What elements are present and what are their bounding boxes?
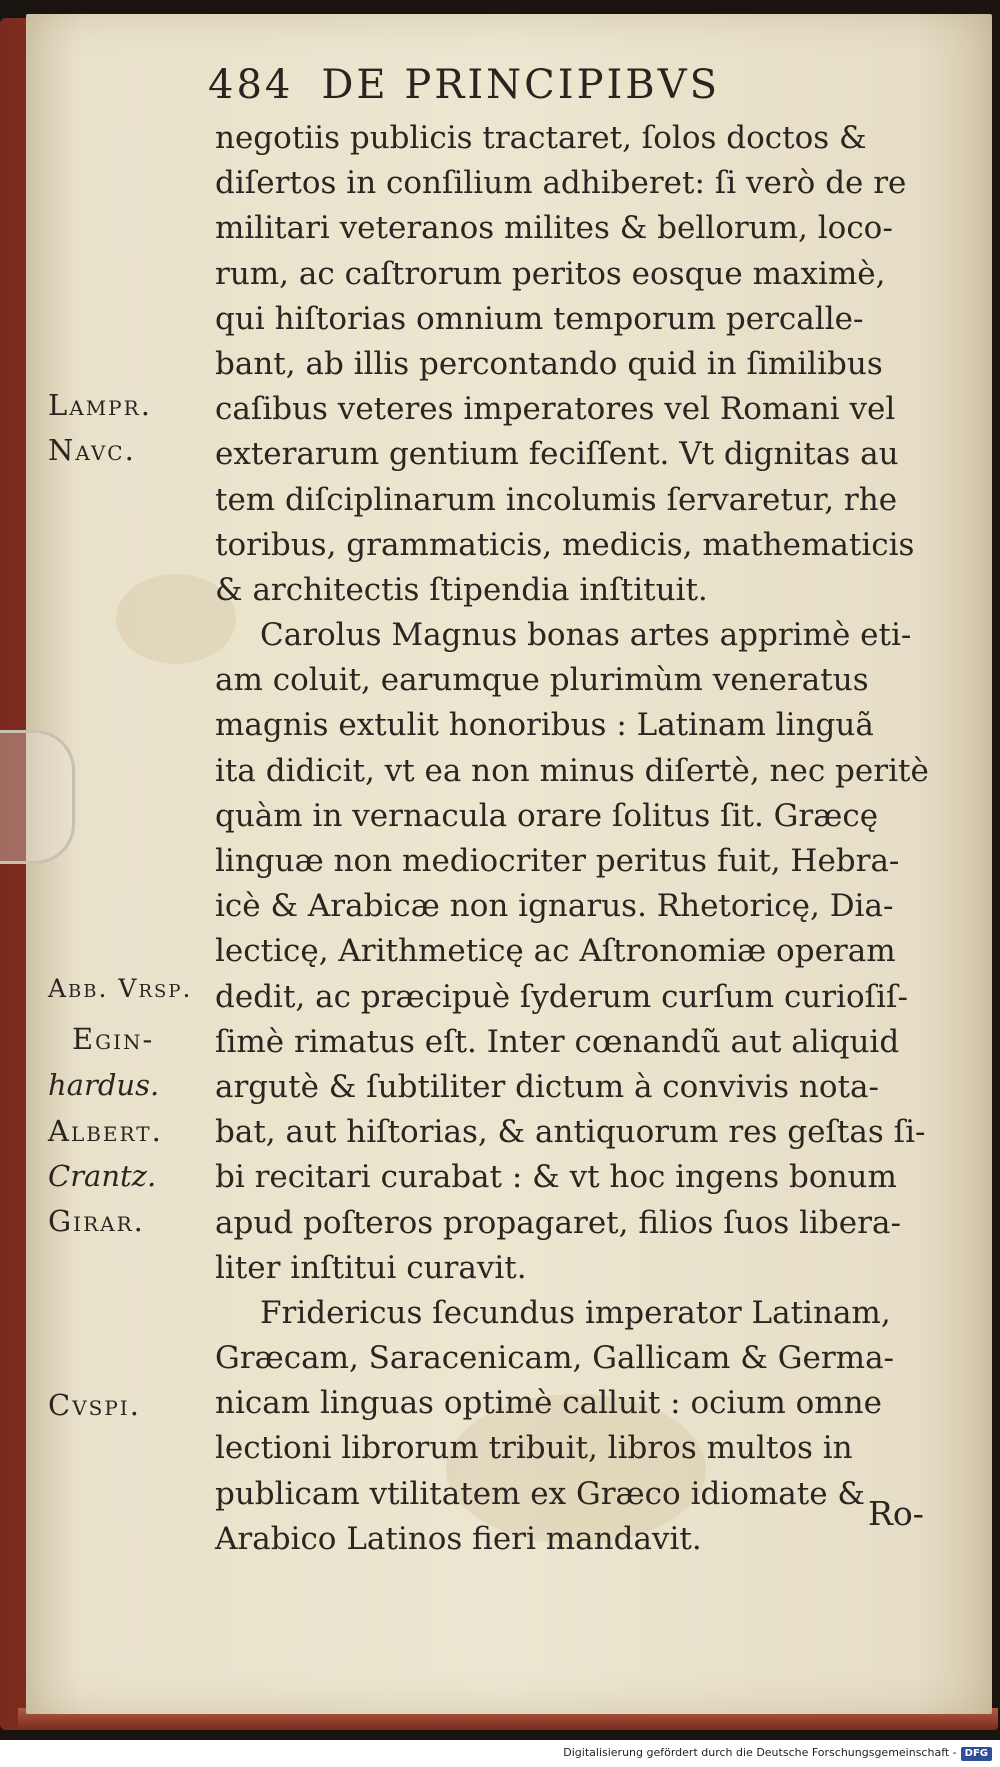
text-line: icè & Arabicæ non ignarus. Rhetoricę, Dia- [215,888,894,925]
text-line: militari veteranos milites & bellorum, loco- [215,210,893,247]
text-line: dedit, ac præcipuè ſyderum curſum curioſiſ- [215,978,909,1015]
paragraph-start-line: Fridericus ſecundus imperator Latinam, [260,1294,891,1331]
credit-text: Digitalisierung gefördert durch die Deutsche Forschungsgemeinschaft - [563,1746,957,1759]
margin-note-abb: Abb. Vrſp. [48,974,193,1003]
text-line: quàm in vernacula orare ſolitus ſit. Græcę [215,797,879,834]
body-text [215,116,945,1562]
text-line: diſertos in conſilium adhiberet: ſi verò de re [215,165,907,202]
margin-note-nauc: Navc. [48,433,136,467]
page-number: 484 [208,62,294,108]
clasp-loop [0,730,75,864]
text-line: exterarum gentium feciſſent. Vt dignitas au [215,436,899,473]
text-line: qui hiſtorias omnium temporum percalle- [215,300,864,337]
margin-note-girar: Girar. [48,1204,145,1238]
text-line: am coluit, earumque plurimùm veneratus [215,662,869,699]
text-line: liter inſtitui curavit. [215,1249,527,1286]
text-line: publicam vtilitatem ex Græco idiomate & [215,1475,866,1512]
catchword: Ro- [868,1494,924,1533]
text-line: argutè & ſubtiliter dictum à convivis nota- [215,1068,879,1105]
dfg-logo: DFG [961,1747,992,1761]
text-line: negotiis publicis tractaret, ſolos doctos & [215,120,867,156]
margin-note-crantz: Crantz. [48,1159,157,1193]
page-header [208,62,720,108]
text-line: Græcam, Saracenicam, Gallicam & Germa- [215,1340,895,1377]
text-line: nicam linguas optimè calluit : ocium omne [215,1385,882,1422]
text-line: rum, ac caſtrorum peritos eosque maximè, [215,255,886,292]
text-line: tem diſciplinarum incolumis ſervaretur, rhe [215,481,898,518]
margin-note-albert: Albert. [48,1114,163,1148]
text-line: bant, ab illis percontando quid in ſimilibus [215,345,883,382]
text-line: toribus, grammaticis, medicis, mathematicis [215,526,915,563]
digitization-credit [563,1742,992,1764]
text-line: ſimè rimatus eſt. Inter cœnandũ aut aliquid [215,1023,900,1060]
text-line: Arabico Latinos fieri mandavit. [215,1520,702,1557]
margin-note-cuspi: Cvspi. [48,1388,141,1422]
text-line: apud poſteros propagaret, filios ſuos libera- [215,1204,901,1241]
margin-note-hardus: hardus. [48,1068,160,1102]
text-line: lecticę, Arithmeticę ac Aſtronomiæ operam [215,933,896,970]
text-line: caſibus veteres imperatores vel Romani vel [215,391,896,428]
text-line: lectioni librorum tribuit, libros multos in [215,1430,853,1467]
running-title: DE PRINCIPIBVS [321,62,720,108]
paragraph-start-line: Carolus Magnus bonas artes apprimè eti- [260,617,912,654]
margin-note-egin: Egin- [72,1022,155,1056]
text-line: linguæ non mediocriter peritus fuit, Hebra- [215,843,900,879]
text-line: & architectis ſtipendia inſtituit. [215,571,708,608]
margin-note-lampr: Lampr. [48,388,152,422]
text-line: magnis extulit honoribus : Latinam linguã [215,707,874,744]
text-line: ita didicit, vt ea non minus diſertè, nec peritè [215,752,929,789]
text-line: bi recitari curabat : & vt hoc ingens bonum [215,1159,897,1196]
text-line: bat, aut hiſtorias, & antiquorum res geſtas ſi- [215,1114,926,1151]
